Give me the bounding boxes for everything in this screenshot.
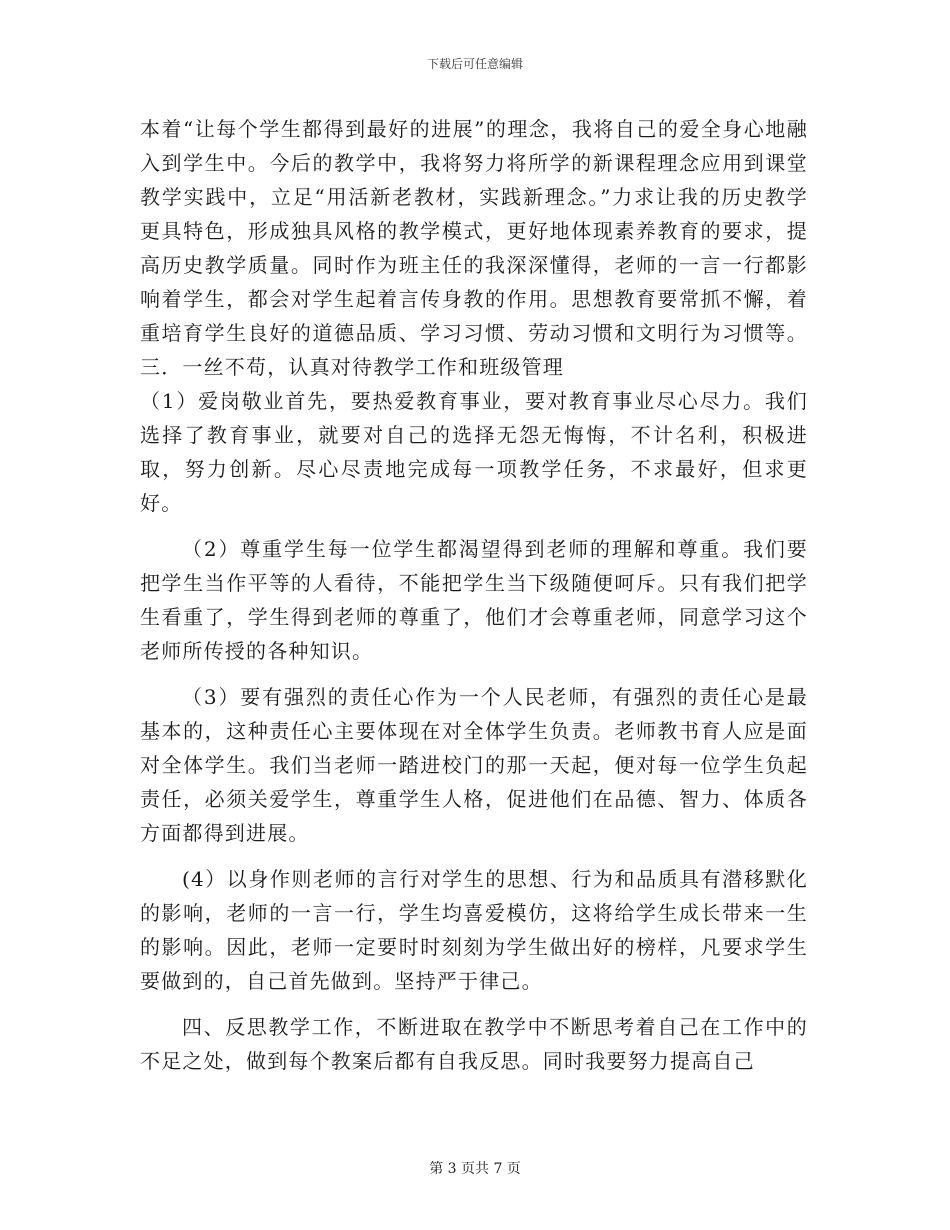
document-body [140, 112, 808, 1078]
paragraph-intro: 本着“让每个学生都得到最好的进展”的理念，我将自己的爱全身心地融入到学生中。今后的教学中，我将努力将所学的新课程理念应用到课堂教学实践中，立足“用活新老教材，实践新理念。”力求让我的历史教学更具特色，形成独具风格的教学模式，更好地体现素养教育的要求，提高历史教学质量。同时作为班主任的我深深懂得，老师的一言一行都影响着学生，都会对学生起着言传身教的作用。思想教育要常抓不懈，着重培育学生良好的道德品质、学习习惯、劳动习惯和文明行为习惯等。三．一丝不苟，认真对待教学工作和班级管理 [140, 117, 808, 379]
paragraph-section-4: 四、反思教学工作，不断进取在教学中不断思考着自己在工作中的不足之处，做到每个教案后都有自我反思。同时我要努力提高自己 [140, 1015, 808, 1073]
paragraph-item-1: （1）爱岗敬业首先，要热爱教育事业，要对教育事业尽心尽力。我们选择了教育事业，就要对自己的选择无怨无悔悔，不计名利，积极进取，努力创新。尽心尽责地完成每一项教学任务，不求最好，但求更好。 [140, 389, 808, 515]
paragraph-item-4: (4）以身作则老师的言行对学生的思想、行为和品质具有潜移默化的影响，老师的一言一行，学生均喜爱模仿，这将给学生成长带来一生的影响。因此，老师一定要时时刻刻为学生做出好的榜样，凡要求学生要做到的，自己首先做到。坚持严于律己。 [140, 867, 808, 993]
page-header: 下载后可任意编辑 [426, 57, 523, 71]
paragraph-item-3: （3）要有强烈的责任心作为一个人民老师，有强烈的责任心是最基本的，这种责任心主要体现在对全体学生负责。老师教书育人应是面对全体学生。我们当老师一踏进校门的那一天起，便对每一位学生负起责任，必须关爱学生，尊重学生人格，促进他们在品德、智力、体质各方面都得到进展。 [140, 685, 808, 845]
paragraph-item-2: （2）尊重学生每一位学生都渴望得到老师的理解和尊重。我们要把学生当作平等的人看待，不能把学生当下级随便呵斥。只有我们把学生看重了，学生得到老师的尊重了，他们才会尊重老师，同意学习这个老师所传授的各种知识。 [140, 537, 808, 663]
page-number: 第 3 页共 7 页 [429, 1161, 521, 1177]
